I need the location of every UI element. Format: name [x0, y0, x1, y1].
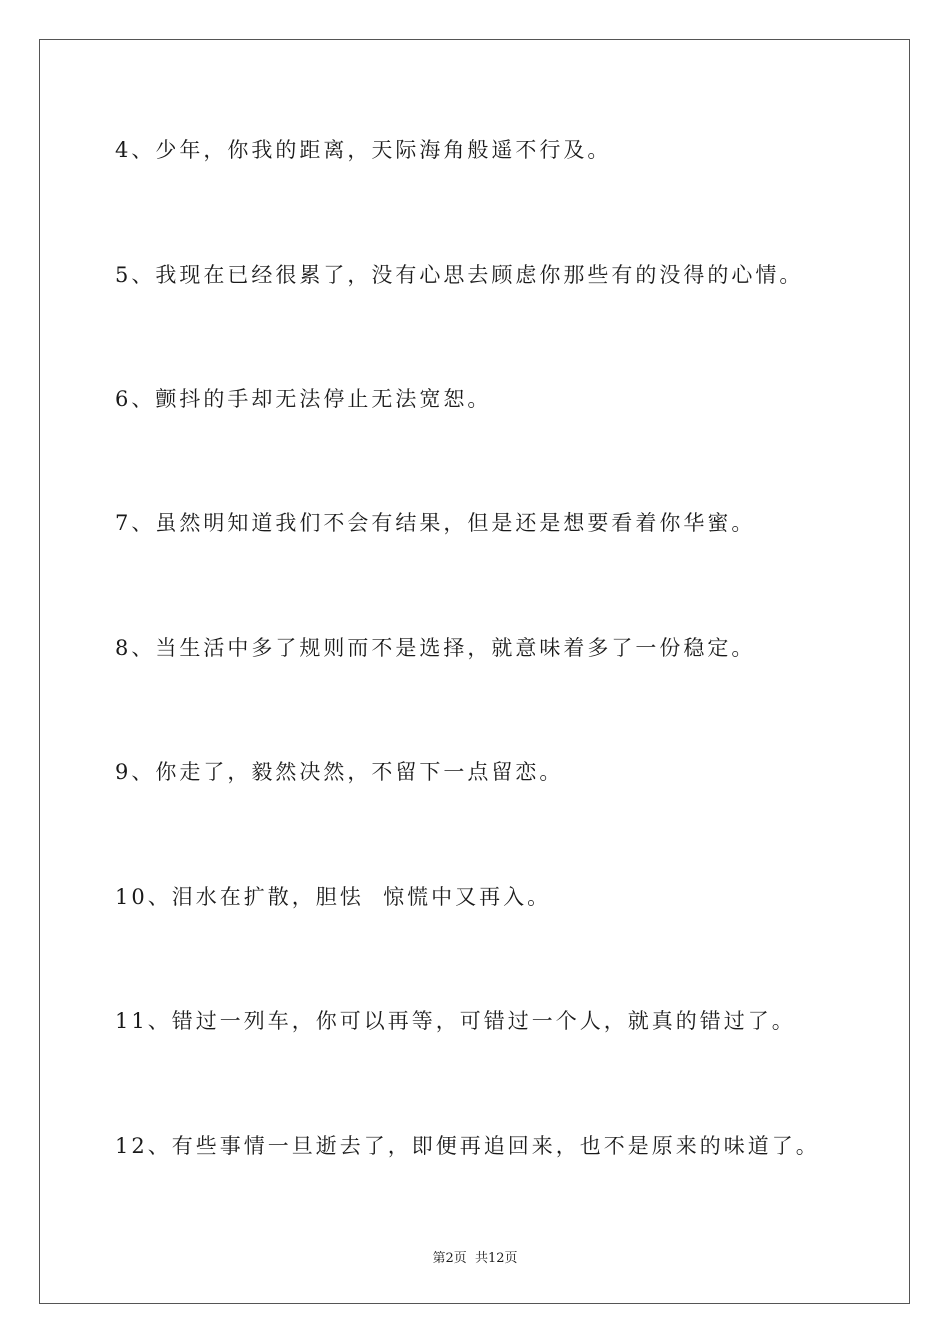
text-line: 5、我现在已经很累了，没有心思去顾虑你那些有的没得的心情。	[115, 263, 804, 287]
page-frame	[39, 39, 910, 1304]
text-line: 10、泪水在扩散，胆怯 惊慌中又再入。	[115, 885, 552, 909]
text-line: 7、虽然明知道我们不会有结果，但是还是想要看着你华蜜。	[115, 511, 756, 535]
text-line: 6、颤抖的手却无法停止无法宽恕。	[115, 387, 492, 411]
text-line: 11、错过一列车，你可以再等，可错过一个人，就真的错过了。	[115, 1009, 796, 1033]
text-line: 8、当生活中多了规则而不是选择，就意味着多了一份稳定。	[115, 636, 756, 660]
text-line: 9、你走了，毅然决然，不留下一点留恋。	[115, 760, 564, 784]
page-number-footer: 第2页 共12页	[432, 1251, 518, 1266]
text-line: 4、少年，你我的距离，天际海角般遥不行及。	[115, 138, 612, 162]
text-line: 12、有些事情一旦逝去了，即便再追回来，也不是原来的味道了。	[115, 1134, 820, 1158]
